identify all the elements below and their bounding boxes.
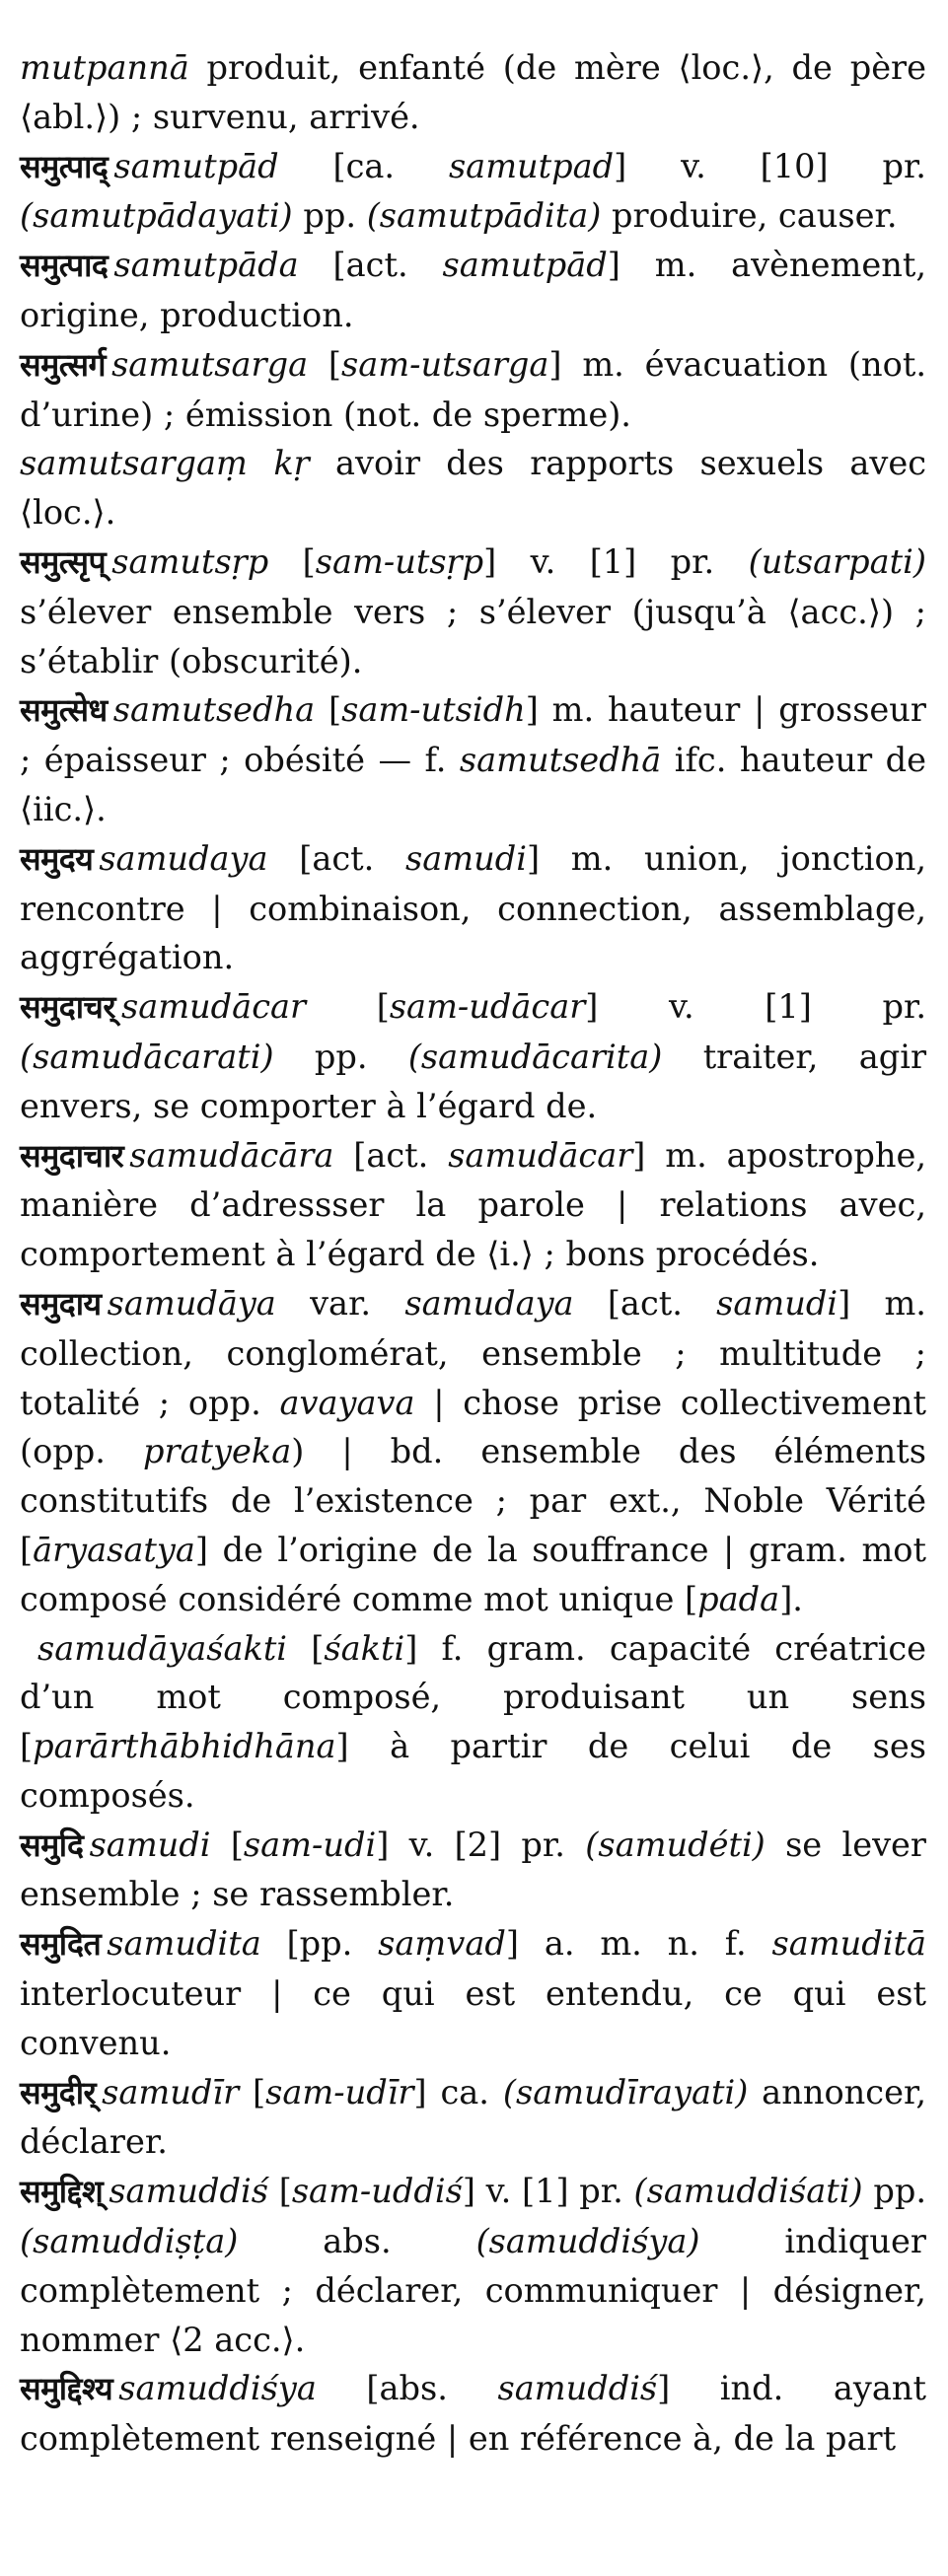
italic-transliteration: samudāya	[107, 1283, 276, 1323]
headword-devanagari: समुदय	[20, 839, 94, 878]
definition-text: ] v. [1] pr.	[585, 987, 926, 1027]
headword-devanagari: समुदाचार	[20, 1136, 124, 1175]
definition-text: ] ca.	[413, 2072, 503, 2111]
definition-text: pp.	[292, 196, 367, 236]
italic-transliteration: mutpannā	[20, 48, 189, 87]
definition-text: ] v. [1] pr.	[462, 2172, 634, 2211]
definition-text: [	[268, 2172, 292, 2211]
definition-text: ) | bd. ensemble des éléments constitutifs de l’existence ; par ext., Noble Vérité [	[20, 1432, 926, 1569]
italic-transliteration: samudīr	[102, 2072, 240, 2111]
definition-text: [	[210, 1825, 244, 1864]
dictionary-entry	[20, 982, 926, 1130]
dictionary-entry	[20, 43, 926, 142]
italic-transliteration: samudaya	[404, 1283, 574, 1323]
definition-text: ] de l’origine de la souffrance | gram. mot composé considéré comme mot unique [	[20, 1530, 926, 1618]
italic-transliteration: samudācar	[120, 987, 307, 1027]
definition-text: [	[308, 344, 342, 384]
definition-text: avoir des rapports sexuels avec ⟨loc.⟩.	[20, 444, 927, 533]
italic-transliteration: sam-utsṛp	[315, 541, 484, 581]
italic-transliteration: samutsarga	[111, 344, 309, 384]
dictionary-entry	[20, 2068, 926, 2168]
definition-text: traiter, agir envers, se comporter à l’égard de.	[20, 1037, 926, 1125]
definition-text: ] v. [2] pr.	[376, 1825, 586, 1864]
dictionary-entry	[20, 2167, 926, 2364]
definition-text: produire, causer.	[601, 196, 898, 236]
definition-text: [act.	[267, 838, 406, 878]
italic-transliteration: samuddiś	[497, 2369, 658, 2408]
italic-transliteration: (samuddiśati)	[633, 2172, 863, 2211]
headword-devanagari: समुत्पाद	[20, 247, 109, 285]
definition-text: [pp.	[260, 1924, 379, 1964]
italic-transliteration: samudāyaśakti	[37, 1628, 288, 1668]
definition-text: ] v. [1] pr.	[483, 541, 749, 581]
italic-transliteration: samuddiśya	[118, 2369, 317, 2408]
headword-devanagari: समुदित	[20, 1925, 102, 1964]
definition-text: ] m. union, jonction, rencontre | combinaison, connection, assemblage, aggrégation.	[20, 838, 926, 977]
definition-text: ] v. [10] pr.	[614, 146, 926, 185]
dictionary-entry	[20, 1624, 926, 1821]
headword-devanagari: समुदीर्	[20, 2073, 97, 2111]
dictionary-entry	[20, 2364, 926, 2464]
definition-text: indiquer complètement ; déclarer, communiquer | désigner, nommer ⟨2 acc.⟩.	[20, 2222, 926, 2359]
definition-text: ] a. m. n. f.	[505, 1924, 772, 1964]
italic-transliteration: samutsargaṃ kṛ	[20, 444, 310, 483]
italic-transliteration: sam-uddiś	[291, 2172, 463, 2211]
dictionary-entry	[20, 439, 926, 537]
headword-devanagari: समुद्दिश्	[20, 2173, 104, 2211]
definition-text: [	[239, 2072, 266, 2111]
italic-transliteration: (samudācarita)	[407, 1037, 663, 1076]
headword-devanagari: समुद्दिश्य	[20, 2370, 113, 2408]
italic-transliteration: samudācāra	[129, 1135, 334, 1175]
italic-transliteration: samutpāda	[113, 246, 299, 285]
dictionary-entry	[20, 537, 926, 685]
italic-transliteration: sam-udācar	[389, 987, 586, 1027]
definition-text: [	[268, 541, 316, 581]
definition-text: ] m. évacuation (not. d’urine) ; émission (not. de sperme).	[20, 344, 926, 434]
italic-transliteration: (samutpādita)	[366, 196, 602, 236]
italic-transliteration: (samudéti)	[585, 1825, 766, 1864]
italic-transliteration: samutpād	[113, 146, 279, 185]
dictionary-entry	[20, 241, 926, 340]
headword-devanagari: समुदाचर्	[20, 988, 115, 1027]
italic-transliteration: pada	[697, 1579, 780, 1618]
italic-transliteration: samuditā	[771, 1924, 926, 1964]
italic-transliteration: sam-udi	[243, 1825, 377, 1864]
definition-text: ].	[779, 1579, 803, 1618]
definition-text: ] ind. ayant complètement renseigné | en référence à, de la part	[20, 2369, 926, 2459]
dictionary-entry	[20, 1821, 926, 1920]
italic-transliteration: samudaya	[99, 838, 268, 878]
definition-text: var.	[275, 1283, 405, 1323]
italic-transliteration: (samuddiśya)	[475, 2222, 700, 2261]
definition-text: ] m. apostrophe, manière d’adressser la parole | relations avec, comportement à l’égard de ⟨i.⟩ ; bons procédés.	[20, 1135, 926, 1274]
definition-text: s’élever ensemble vers ; s’élever (jusqu’à ⟨acc.⟩) ; s’établir (obscurité).	[20, 592, 926, 680]
definition-text: abs.	[238, 2222, 476, 2261]
definition-text: pp.	[273, 1037, 408, 1076]
italic-transliteration: samudita	[107, 1924, 261, 1964]
italic-transliteration: samudi	[716, 1283, 839, 1323]
dictionary-entry	[20, 685, 926, 833]
definition-text: [act.	[573, 1283, 717, 1323]
italic-transliteration: saṃvad	[378, 1924, 506, 1964]
italic-transliteration: samuddiś	[109, 2172, 268, 2211]
definition-text: [abs.	[316, 2369, 498, 2408]
italic-transliteration: parārthābhidhāna	[33, 1727, 336, 1766]
definition-text: [act.	[333, 1135, 449, 1175]
italic-transliteration: avayava	[279, 1383, 415, 1422]
definition-text: ] à partir de celui de ses composés.	[20, 1727, 926, 1815]
italic-transliteration: sam-utsidh	[341, 690, 526, 730]
italic-transliteration: samutsedha	[112, 690, 316, 730]
dictionary-entry	[20, 1919, 926, 2067]
italic-transliteration: (utsarpati)	[748, 541, 927, 581]
definition-text: [	[315, 690, 342, 730]
italic-transliteration: pratyeka	[142, 1432, 292, 1471]
headword-devanagari: समुदाय	[20, 1284, 102, 1323]
italic-transliteration: āryasatya	[33, 1530, 195, 1569]
dictionary-entry	[20, 1279, 926, 1624]
definition-text: annoncer, déclarer.	[20, 2072, 927, 2162]
definition-text: ] f. gram. capacité créatrice d’un mot composé, produisant un sens [	[20, 1628, 926, 1766]
italic-transliteration: (samudīrayati)	[502, 2072, 749, 2111]
definition-text: se lever ensemble ; se rassembler.	[20, 1825, 926, 1914]
definition-text: pp.	[862, 2172, 927, 2211]
italic-transliteration: (samuddiṣṭa)	[20, 2222, 239, 2261]
headword-devanagari: समुदि	[20, 1825, 84, 1864]
headword-devanagari: समुत्पाद्	[20, 147, 109, 185]
italic-transliteration: samutpād	[442, 246, 608, 285]
italic-transliteration: samudi	[89, 1825, 211, 1864]
definition-text: [act.	[298, 246, 443, 285]
definition-text: ] m. hauteur | grosseur ; épaisseur ; obésité — f.	[20, 690, 926, 780]
definition-text: ] m. avènement, origine, production.	[20, 246, 926, 334]
definition-text: [	[287, 1628, 325, 1668]
italic-transliteration: (samudācarati)	[20, 1037, 274, 1076]
dictionary-entry	[20, 1131, 926, 1279]
italic-transliteration: samutsedhā	[459, 741, 662, 780]
italic-transliteration: samutsṛp	[111, 541, 269, 581]
headword-devanagari: समुत्सृप्	[20, 542, 107, 581]
italic-transliteration: sam-udīr	[265, 2072, 414, 2111]
dictionary-entry	[20, 340, 926, 440]
definition-text: interlocuteur | ce qui est entendu, ce qui est convenu.	[20, 1974, 926, 2062]
dictionary-entry	[20, 142, 926, 242]
italic-transliteration: (samutpādayati)	[20, 196, 293, 236]
headword-devanagari: समुत्सर्ग	[20, 345, 107, 384]
definition-text: ] m. collection, conglomérat, ensemble ; multitude ; totalité ; opp.	[20, 1283, 926, 1422]
definition-text: produit, enfanté (de mère ⟨loc.⟩, de père ⟨abl.⟩) ; survenu, arrivé.	[20, 48, 926, 136]
italic-transliteration: śakti	[324, 1628, 405, 1668]
definition-text: | chose prise collectivement (opp.	[20, 1383, 927, 1471]
headword-devanagari: समुत्सेध	[20, 691, 108, 730]
definition-text: [	[306, 987, 390, 1027]
italic-transliteration: samudi	[405, 838, 527, 878]
definition-text: ifc. hauteur de ⟨iic.⟩.	[20, 741, 926, 828]
definition-text: [ca.	[278, 146, 449, 185]
italic-transliteration: samudācar	[448, 1135, 633, 1175]
italic-transliteration: samutpad	[448, 146, 615, 185]
dictionary-entry	[20, 834, 926, 982]
italic-transliteration: sam-utsarga	[341, 344, 549, 384]
